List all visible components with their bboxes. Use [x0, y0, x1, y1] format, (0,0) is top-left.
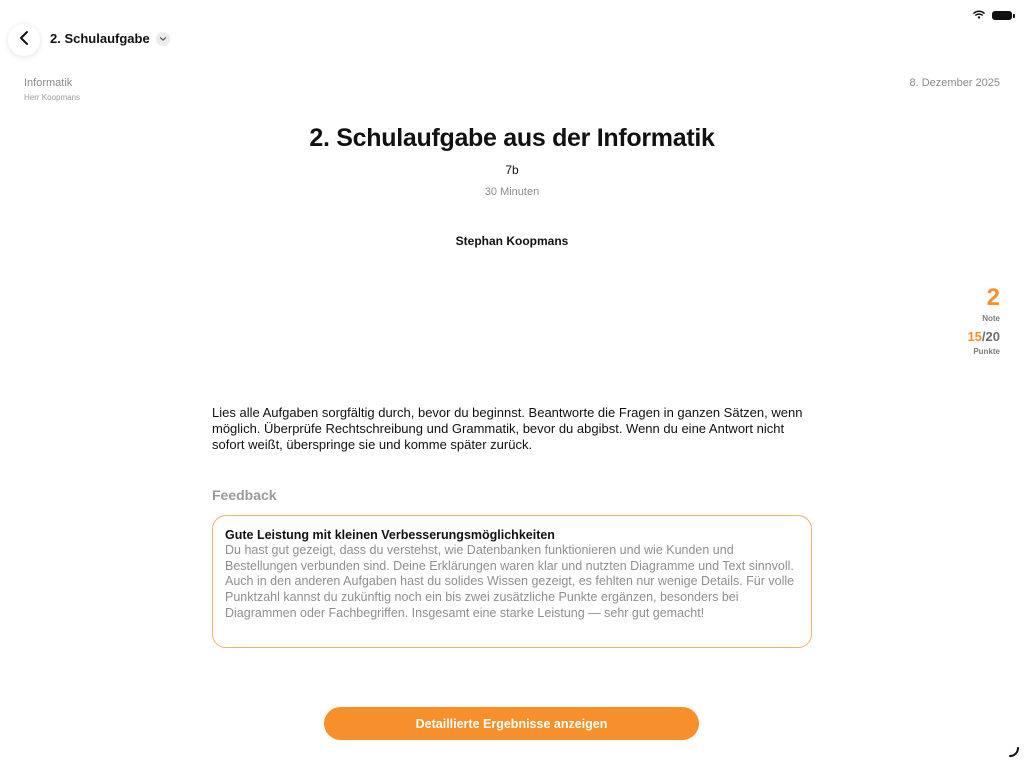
status-bar	[973, 6, 1012, 24]
back-button[interactable]	[8, 24, 40, 56]
student-name: Stephan Koopmans	[455, 234, 569, 248]
points-earned: 15	[967, 329, 982, 344]
show-detailed-results-button[interactable]: Detaillierte Ergebnisse anzeigen	[324, 707, 699, 740]
points-label: Punkte	[973, 347, 1000, 356]
nav-title-menu[interactable]	[50, 31, 170, 46]
points-total: /20	[981, 329, 1000, 344]
chevron-left-icon	[18, 30, 30, 51]
resize-handle-icon	[1008, 745, 1020, 763]
exam-date: 8. Dezember 2025	[909, 77, 1000, 89]
chevron-down-icon	[156, 32, 170, 46]
duration-label: 30 Minuten	[484, 186, 540, 198]
feedback-card	[212, 515, 812, 648]
feedback-title: Gute Leistung mit kleinen Verbesserungsmöglichkeiten	[225, 528, 555, 542]
battery-icon	[992, 11, 1012, 20]
subject-label: Informatik	[24, 77, 73, 89]
wifi-icon	[973, 6, 985, 24]
exam-instructions: Lies alle Aufgaben sorgfältig durch, bevor du beginnst. Beantworte die Fragen in ganzen Sätzen, wenn möglich. Überprüfe Rechtschreibung und Grammatik, bevor du abgibst. Wenn du eine Antwort nicht sofort weißt, überspringe sie und komme später zurück.	[212, 405, 803, 452]
class-label: 7b	[505, 163, 519, 177]
grade-label: Note	[982, 314, 1000, 323]
feedback-text: Du hast gut gezeigt, dass du verstehst, wie Datenbanken funktionieren und wie Kunden und Bestellungen verbunden sind. Deine Erklärungen waren klar und nutzten Diagramme und Text sinnvoll. Auch in den anderen Aufgaben hast du solides Wissen gezeigt, es fehlten nur wenige Details. Für volle Punktzahl kannst du zukünftig noch ein bis zwei zusätzliche Punkte ergänzen, besonders bei Diagrammen oder Fachbegriffen. Insgesamt eine starke Leistung — sehr gut gemacht!	[225, 543, 795, 620]
exam-title: 2. Schulaufgabe aus der Informatik	[309, 124, 715, 152]
grade-value: 2	[986, 284, 1000, 311]
teacher-label: Herr Koopmans	[24, 93, 81, 102]
feedback-heading: Feedback	[212, 487, 277, 503]
grade-summary	[967, 284, 1000, 356]
nav-title: 2. Schulaufgabe	[50, 31, 150, 46]
points-value	[967, 329, 1000, 345]
